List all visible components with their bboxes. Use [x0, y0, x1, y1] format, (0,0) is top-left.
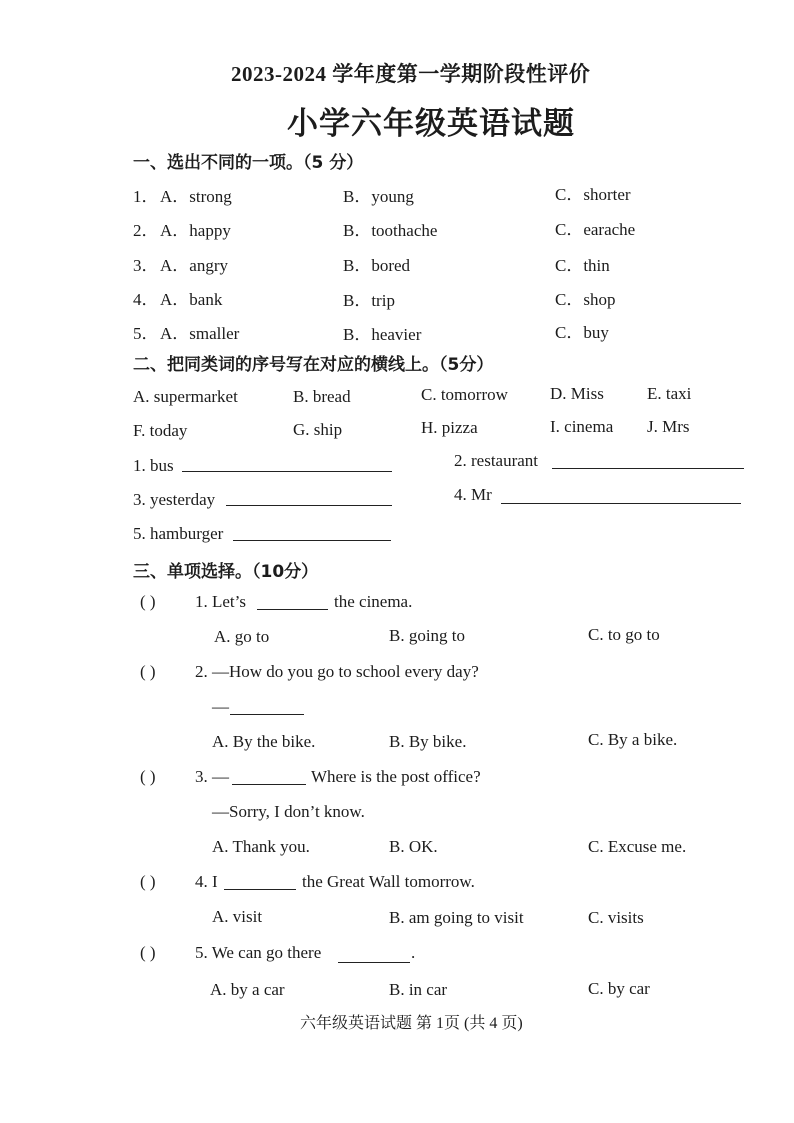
option-b: B．bored	[343, 256, 411, 275]
question-stem: 3. —	[195, 767, 229, 786]
answer-paren[interactable]: ( )	[140, 662, 156, 681]
answer-paren[interactable]: ( )	[140, 592, 156, 611]
answer-blank-yesterday[interactable]	[226, 505, 392, 506]
option-a: A．strong	[160, 187, 232, 206]
option-b: B. going to	[389, 626, 466, 645]
option-b: B．heavier	[343, 325, 422, 344]
option-b: B．young	[343, 187, 414, 206]
option-c: C．shop	[555, 290, 616, 309]
word-choice: H. pizza	[421, 418, 478, 437]
option-a: A．bank	[160, 290, 223, 309]
word-choice: F. today	[133, 421, 188, 440]
question-stem: 1. Let’s	[195, 592, 246, 611]
word-choice: E. taxi	[647, 384, 692, 403]
option-c: C．thin	[555, 256, 610, 275]
question-number: 5．	[133, 324, 159, 343]
word-choice: A. supermarket	[133, 387, 238, 406]
blank-label-restaurant: 2. restaurant	[454, 451, 539, 470]
question-number: 1．	[133, 187, 159, 206]
option-c: C. to go to	[588, 625, 660, 644]
word-choice: C. tomorrow	[421, 385, 508, 404]
option-a: A．smaller	[160, 324, 240, 343]
question-number: 3．	[133, 256, 159, 275]
exam-title: 小学六年级英语试题	[287, 106, 575, 141]
blank-label-yesterday: 3. yesterday	[133, 490, 216, 509]
question-stem: the cinema.	[334, 592, 413, 611]
section3-heading: 三、单项选择。（10分）	[133, 562, 319, 582]
question-stem: Where is the post office?	[311, 767, 481, 786]
blank-label-hamburger: 5. hamburger	[133, 524, 224, 543]
stem-blank[interactable]	[257, 609, 328, 610]
stem-blank[interactable]	[224, 889, 296, 890]
word-choice: D. Miss	[550, 384, 604, 403]
option-a: A. go to	[214, 627, 270, 646]
word-choice: J. Mrs	[647, 417, 690, 436]
option-c: C. by car	[588, 979, 650, 998]
exam-subtitle: 2023-2024 学年度第一学期阶段性评价	[231, 62, 591, 86]
option-b: B. OK.	[389, 837, 438, 856]
answer-blank-mr[interactable]	[501, 503, 741, 504]
option-a: A．happy	[160, 221, 231, 240]
word-choice: B. bread	[293, 387, 351, 406]
blank-label-mr: 4. Mr	[454, 485, 492, 504]
word-choice: G. ship	[293, 420, 343, 439]
stem-blank[interactable]	[232, 784, 306, 785]
option-a: A. By the bike.	[212, 732, 316, 751]
answer-paren[interactable]: ( )	[140, 872, 156, 891]
option-c: C. Excuse me.	[588, 837, 687, 856]
answer-paren[interactable]: ( )	[140, 767, 156, 786]
option-b: B．trip	[343, 291, 395, 310]
question-stem: 5. We can go there	[195, 943, 322, 962]
reply-dash: —	[212, 697, 229, 716]
answer-blank-restaurant[interactable]	[552, 468, 744, 469]
question-stem: 2. —How do you go to school every day?	[195, 662, 479, 681]
answer-paren[interactable]: ( )	[140, 943, 156, 962]
option-c: C. By a bike.	[588, 730, 678, 749]
page-footer: 六年级英语试题 第 1页 (共 4 页)	[300, 1015, 523, 1032]
option-a: A. Thank you.	[212, 837, 310, 856]
answer-blank-hamburger[interactable]	[233, 540, 391, 541]
option-a: A. by a car	[210, 980, 285, 999]
stem-blank[interactable]	[338, 962, 410, 963]
option-c: C．shorter	[555, 185, 631, 204]
option-c: C. visits	[588, 908, 644, 927]
option-b: B. By bike.	[389, 732, 467, 751]
question-number: 2．	[133, 221, 159, 240]
option-b: B. in car	[389, 980, 448, 999]
blank-label-bus: 1. bus	[133, 456, 174, 475]
option-c: C．earache	[555, 220, 636, 239]
option-c: C．buy	[555, 323, 609, 342]
question-number: 4．	[133, 290, 159, 309]
option-a: A．angry	[160, 256, 228, 275]
reply-blank[interactable]	[230, 714, 304, 715]
question-reply: —Sorry, I don’t know.	[212, 802, 365, 821]
question-stem: the Great Wall tomorrow.	[302, 872, 475, 891]
option-b: B．toothache	[343, 221, 438, 240]
question-stem: 4. I	[195, 872, 218, 891]
question-stem: .	[411, 943, 416, 962]
answer-blank-bus[interactable]	[182, 471, 392, 472]
option-a: A. visit	[212, 907, 263, 926]
section1-heading: 一、选出不同的一项。（5 分）	[133, 153, 364, 173]
option-b: B. am going to visit	[389, 908, 524, 927]
word-choice: I. cinema	[550, 417, 614, 436]
section2-heading: 二、把同类词的序号写在对应的横线上。（5分）	[133, 355, 494, 375]
